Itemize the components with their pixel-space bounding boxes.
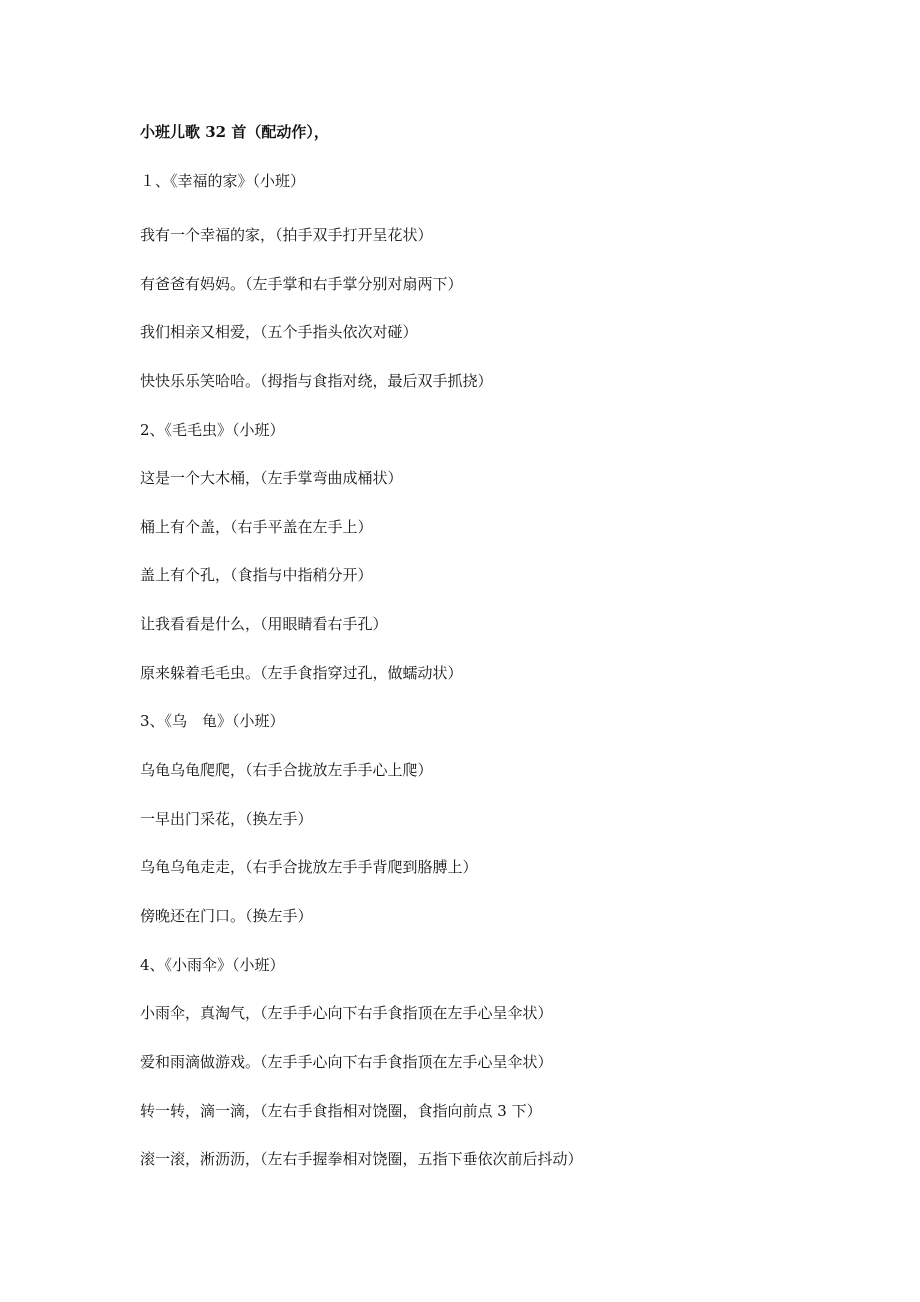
song-heading-1: １、《幸福的家》（小班）	[140, 172, 306, 190]
text-line: 乌龟乌龟爬爬，（右手合拢放左手手心上爬）	[140, 761, 433, 779]
text-line: 原来躲着毛毛虫。（左手食指穿过孔，做蠕动状）	[140, 664, 463, 682]
text-line: 乌龟乌龟走走，（右手合拢放左手手背爬到胳膊上）	[140, 858, 478, 876]
document-title: 小班儿歌 32 首（配动作），	[140, 123, 329, 141]
song-heading-3: 3、《乌 龟》（小班）	[140, 712, 285, 730]
text-line: 桶上有个盖，（右手平盖在左手上）	[140, 518, 373, 536]
text-line: 有爸爸有妈妈。（左手掌和右手掌分别对扇两下）	[140, 275, 463, 293]
text-line: 一早出门采花，（换左手）	[140, 810, 313, 828]
text-line: 盖上有个孔，（食指与中指稍分开）	[140, 566, 373, 584]
text-line: 傍晚还在门口。（换左手）	[140, 907, 313, 925]
text-line: 快快乐乐笑哈哈。（拇指与食指对绕，最后双手抓挠）	[140, 372, 493, 390]
text-line: 小雨伞，真淘气，（左手手心向下右手食指顶在左手心呈伞状）	[140, 1004, 553, 1022]
text-line: 爱和雨滴做游戏。（左手手心向下右手食指顶在左手心呈伞状）	[140, 1053, 553, 1071]
text-line: 我有一个幸福的家，（拍手双手打开呈花状）	[140, 226, 433, 244]
text-line: 我们相亲又相爱，（五个手指头依次对碰）	[140, 323, 418, 341]
text-line: 转一转，滴一滴，（左右手食指相对饶圈，食指向前点 3 下）	[140, 1102, 542, 1120]
song-heading-4: 4、《小雨伞》（小班）	[140, 956, 285, 974]
text-line: 这是一个大木桶，（左手掌弯曲成桶状）	[140, 469, 403, 487]
song-heading-2: 2、《毛毛虫》（小班）	[140, 421, 285, 439]
text-line: 让我看看是什么，（用眼睛看右手孔）	[140, 615, 388, 633]
text-line: 滚一滚，淅沥沥，（左右手握拳相对饶圈，五指下垂依次前后抖动）	[140, 1150, 583, 1168]
